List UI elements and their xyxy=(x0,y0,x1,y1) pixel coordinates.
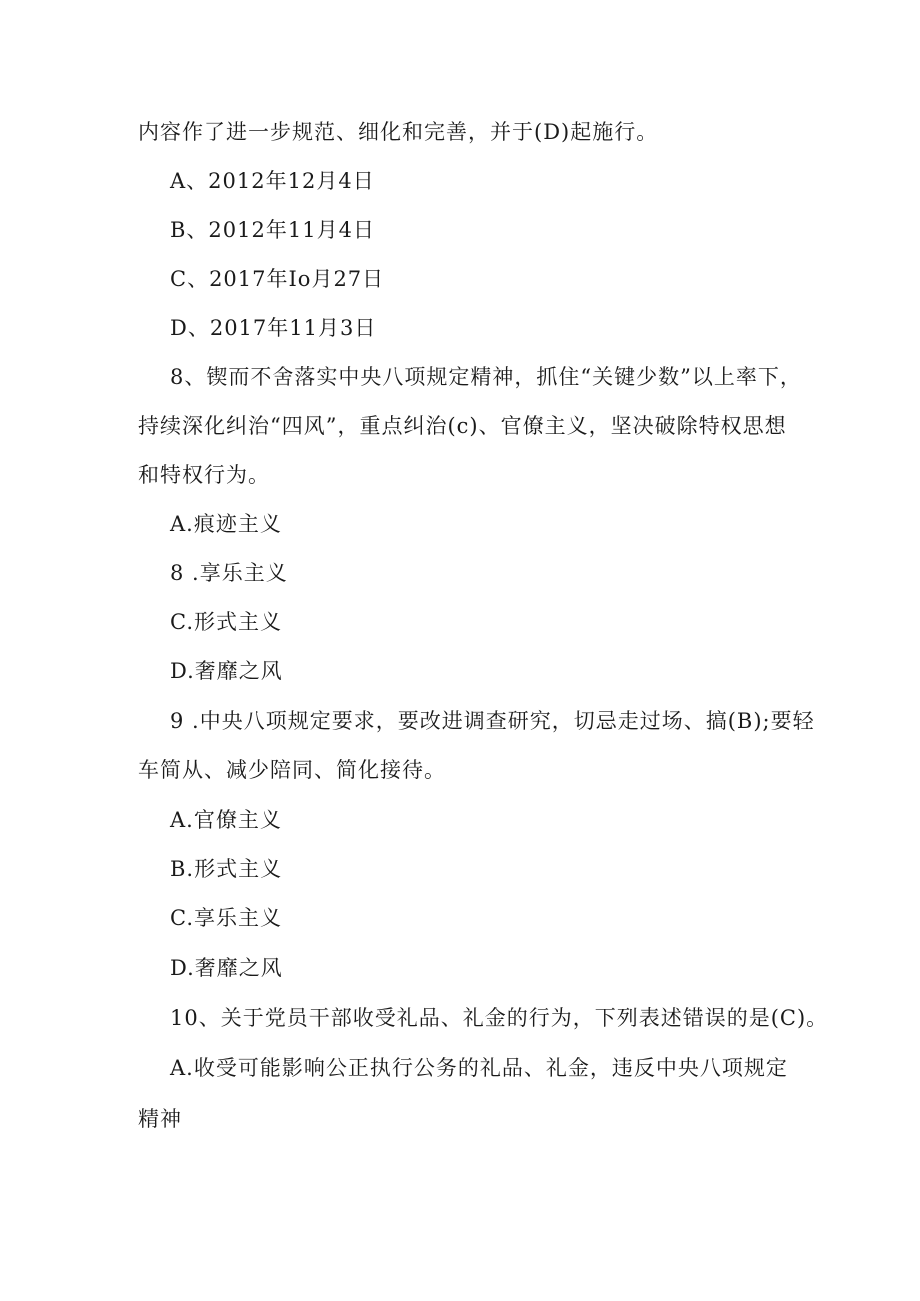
option-a: A.收受可能影响公正执行公务的礼品、礼金，违反中央八项规定 xyxy=(170,1056,788,1080)
option-b: B、2012年11月4日 xyxy=(170,218,375,242)
option-b: B.形式主义 xyxy=(170,857,283,881)
option-a: A.官僚主义 xyxy=(170,808,282,832)
option-a: A、2012年12月4日 xyxy=(170,169,375,193)
text-line: 车简从、减少陪同、简化接待。 xyxy=(138,758,446,782)
option-a: A.痕迹主义 xyxy=(170,512,282,536)
text-line: 和特权行为。 xyxy=(138,463,270,487)
option-d: D.奢靡之风 xyxy=(170,956,283,980)
text-line: 内容作了进一步规范、细化和完善，并于(D)起施行。 xyxy=(138,120,659,144)
option-b: 8 .享乐主义 xyxy=(170,561,288,585)
option-c: C.享乐主义 xyxy=(170,906,282,930)
question-8: 8、锲而不舍落实中央八项规定精神，抓住“关键少数”以上率下， xyxy=(170,365,802,389)
option-d: D.奢靡之风 xyxy=(170,659,283,683)
option-c: C.形式主义 xyxy=(170,610,282,634)
option-c: C、2017年Io月27日 xyxy=(170,267,385,291)
option-d: D、2017年11月3日 xyxy=(170,316,377,340)
question-9: 9 .中央八项规定要求，要改进调查研究，切忌走过场、搞(B);要轻 xyxy=(170,709,815,733)
question-10: 10、关于党员干部收受礼品、礼金的行为，下列表述错误的是(C)。 xyxy=(170,1006,829,1030)
text-line: 持续深化纠治“四风”，重点纠治(c)、官僚主义，坚决破除特权思想 xyxy=(138,414,787,438)
text-line: 精神 xyxy=(138,1107,182,1131)
